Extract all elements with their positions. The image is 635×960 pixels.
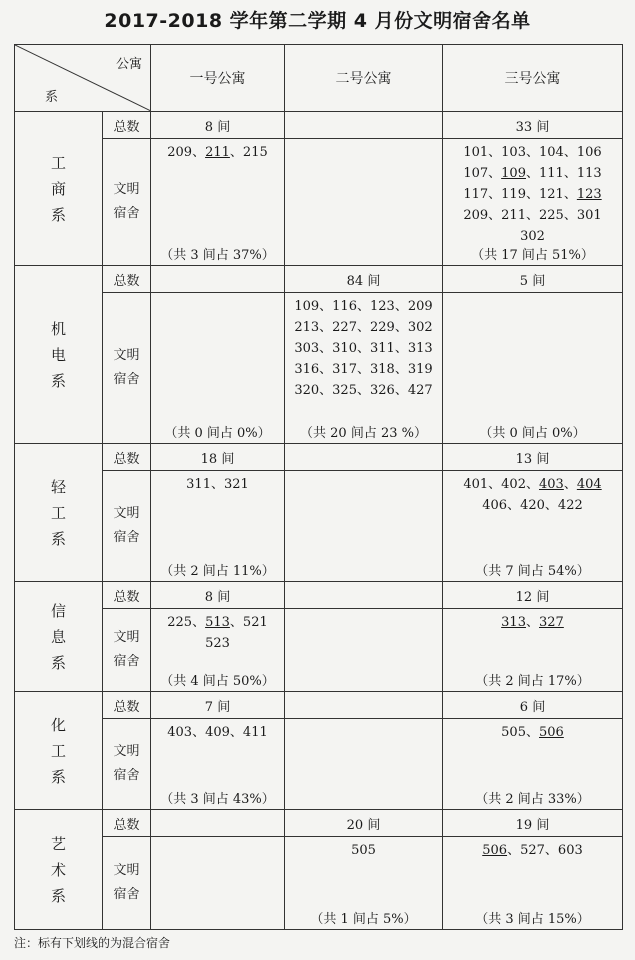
civil-dorm-label xyxy=(103,609,151,692)
civil-dorm-cell-apartment-3 xyxy=(443,719,623,810)
civil-dorm-cell-apartment-1 xyxy=(151,609,285,692)
total-label: 总数 xyxy=(103,582,151,609)
mixed-room-number: 403 xyxy=(539,477,564,492)
separator: 、 xyxy=(563,145,577,160)
separator: 、 xyxy=(563,166,577,181)
room-number: 117 xyxy=(463,187,489,202)
total-value-apartment-2 xyxy=(285,112,443,139)
separator: 、 xyxy=(356,299,370,314)
room-number: 420 xyxy=(520,498,545,513)
total-row xyxy=(15,692,623,719)
summary-text: （共 20 间占 23 %） xyxy=(300,426,427,441)
room-number: 225 xyxy=(167,615,193,630)
civil-dorm-label-line2: 宿舍 xyxy=(113,887,140,902)
department-name-char: 系 xyxy=(50,529,66,548)
total-value-apartment-1: 8 间 xyxy=(151,582,285,609)
separator: 、 xyxy=(319,320,333,335)
corner-cell xyxy=(15,45,151,112)
summary-text: （共 7 间占 54%） xyxy=(475,564,590,579)
mixed-room-number: 513 xyxy=(205,615,230,630)
summary-text: （共 4 间占 50%） xyxy=(160,674,275,689)
room-number: 527 xyxy=(520,843,545,858)
total-value-apartment-2 xyxy=(285,692,443,719)
room-list xyxy=(151,609,284,654)
department-name-char: 系 xyxy=(50,767,66,786)
room-list xyxy=(285,609,442,612)
room-number: 320 xyxy=(294,383,320,398)
summary-text: （共 17 间占 51%） xyxy=(471,248,594,263)
civil-dorm-cell-apartment-3 xyxy=(443,139,623,266)
room-number: 403 xyxy=(167,725,193,740)
total-value-apartment-1: 7 间 xyxy=(151,692,285,719)
total-label: 总数 xyxy=(103,692,151,719)
department-name-char: 机 xyxy=(50,319,66,338)
civil-dorm-row xyxy=(15,719,623,810)
civil-dorm-label-line1: 文明 xyxy=(113,348,140,363)
mixed-room-number: 211 xyxy=(205,145,230,160)
separator: 、 xyxy=(319,362,333,377)
separator: 、 xyxy=(229,615,243,630)
summary-text: （共 2 间占 17%） xyxy=(475,674,590,689)
civil-dorm-row xyxy=(15,293,623,444)
separator: 、 xyxy=(488,208,502,223)
mixed-room-number: 506 xyxy=(482,843,508,858)
room-list xyxy=(285,293,442,401)
room-number: 316 xyxy=(294,362,320,377)
room-number: 106 xyxy=(576,145,602,160)
separator: 、 xyxy=(488,145,502,160)
civil-dorm-label-line2: 宿舍 xyxy=(113,768,140,783)
department-name-char: 系 xyxy=(50,886,66,905)
room-number: 411 xyxy=(242,725,268,740)
room-list xyxy=(285,471,442,474)
summary-text: （共 3 间占 37%） xyxy=(160,248,275,263)
mixed-room-number: 327 xyxy=(539,615,564,630)
room-line xyxy=(155,474,280,495)
civil-dorm-label xyxy=(103,719,151,810)
civil-dorm-cell-apartment-2 xyxy=(285,719,443,810)
room-number: 505 xyxy=(501,725,526,740)
civil-dorm-label xyxy=(103,471,151,582)
mixed-room-number: 109 xyxy=(501,166,526,181)
separator: 、 xyxy=(525,187,539,202)
department-name-char: 化 xyxy=(50,715,66,734)
room-number: 523 xyxy=(205,636,230,651)
separator: 、 xyxy=(356,362,370,377)
room-list xyxy=(151,837,284,840)
room-line xyxy=(447,722,618,743)
room-list xyxy=(151,293,284,296)
page-title: 2017-2018 学年第二学期 4 月份文明宿舍名单 xyxy=(104,10,531,32)
separator: 、 xyxy=(544,498,558,513)
room-number: 402 xyxy=(501,477,526,492)
room-number: 123 xyxy=(370,299,395,314)
room-number: 325 xyxy=(332,383,357,398)
separator: 、 xyxy=(563,208,577,223)
total-row xyxy=(15,266,623,293)
civil-dorm-label-line1: 文明 xyxy=(113,744,140,759)
civil-dorm-cell-apartment-3 xyxy=(443,293,623,444)
room-number: 302 xyxy=(407,320,433,335)
room-number: 406 xyxy=(482,498,508,513)
separator: 、 xyxy=(210,477,224,492)
room-list xyxy=(443,609,622,633)
separator: 、 xyxy=(356,320,370,335)
civil-dorm-label-line1: 文明 xyxy=(113,863,140,878)
summary-text: （共 2 间占 11%） xyxy=(160,564,275,579)
separator: 、 xyxy=(356,341,370,356)
separator: 、 xyxy=(525,725,539,740)
civil-dorm-label xyxy=(103,139,151,266)
room-number: 301 xyxy=(576,208,602,223)
separator: 、 xyxy=(319,383,333,398)
summary-text: （共 3 间占 15%） xyxy=(475,912,590,927)
separator: 、 xyxy=(394,299,408,314)
total-label: 总数 xyxy=(103,112,151,139)
total-label: 总数 xyxy=(103,810,151,837)
civil-dorm-cell-apartment-3 xyxy=(443,471,623,582)
civil-dorm-label-line2: 宿舍 xyxy=(113,372,140,387)
total-row xyxy=(15,444,623,471)
separator: 、 xyxy=(488,166,502,181)
mixed-room-number: 313 xyxy=(501,615,526,630)
total-value-apartment-3: 13 间 xyxy=(443,444,623,471)
department-name-char: 工 xyxy=(50,503,66,522)
separator: 、 xyxy=(319,341,333,356)
room-number: 104 xyxy=(539,145,564,160)
department-name-char: 系 xyxy=(50,205,66,224)
department-name-char: 信 xyxy=(50,601,66,620)
room-line xyxy=(447,495,618,516)
room-line xyxy=(447,474,618,495)
room-line xyxy=(289,317,438,338)
total-value-apartment-2 xyxy=(285,582,443,609)
department-name-char: 电 xyxy=(50,345,66,364)
civil-dorm-cell-apartment-2 xyxy=(285,837,443,930)
department-name-cell xyxy=(15,810,103,930)
civil-dorm-label-line1: 文明 xyxy=(113,506,140,521)
civil-dorm-label-line1: 文明 xyxy=(113,630,140,645)
separator: 、 xyxy=(394,362,408,377)
separator: 、 xyxy=(507,498,521,513)
room-list xyxy=(285,837,442,861)
room-number: 107 xyxy=(463,166,489,181)
corner-label-department: 系 xyxy=(45,90,59,105)
room-number: 211 xyxy=(501,208,526,223)
room-number: 505 xyxy=(351,843,376,858)
room-number: 310 xyxy=(332,341,357,356)
room-list xyxy=(443,471,622,516)
separator: 、 xyxy=(488,187,502,202)
total-value-apartment-3: 6 间 xyxy=(443,692,623,719)
total-label: 总数 xyxy=(103,266,151,293)
department-name-char: 艺 xyxy=(50,834,66,853)
separator: 、 xyxy=(507,843,521,858)
total-value-apartment-1 xyxy=(151,810,285,837)
department-name-char: 系 xyxy=(50,371,66,390)
total-value-apartment-3: 33 间 xyxy=(443,112,623,139)
room-number: 121 xyxy=(539,187,564,202)
separator: 、 xyxy=(525,477,539,492)
room-number: 209 xyxy=(463,208,489,223)
separator: 、 xyxy=(525,615,539,630)
total-label: 总数 xyxy=(103,444,151,471)
room-list xyxy=(151,139,284,163)
room-number: 321 xyxy=(224,477,249,492)
total-value-apartment-1 xyxy=(151,266,285,293)
room-line xyxy=(289,380,438,401)
room-line xyxy=(447,142,618,163)
separator: 、 xyxy=(229,145,243,160)
separator: 、 xyxy=(394,320,408,335)
separator: 、 xyxy=(319,299,333,314)
total-value-apartment-1: 8 间 xyxy=(151,112,285,139)
room-line xyxy=(155,142,280,163)
room-number: 427 xyxy=(407,383,433,398)
room-line xyxy=(289,840,438,861)
corner-label-apartment: 公寓 xyxy=(115,57,142,72)
mixed-room-number: 123 xyxy=(576,187,602,202)
total-row xyxy=(15,810,623,837)
room-number: 213 xyxy=(294,320,320,335)
separator: 、 xyxy=(525,145,539,160)
civil-dorm-cell-apartment-3 xyxy=(443,837,623,930)
room-number: 119 xyxy=(501,187,526,202)
civil-dorm-cell-apartment-1 xyxy=(151,837,285,930)
room-list xyxy=(443,719,622,743)
room-number: 302 xyxy=(520,229,545,244)
civil-dorm-label-line2: 宿舍 xyxy=(113,654,140,669)
total-row xyxy=(15,112,623,139)
department-name-cell xyxy=(15,444,103,582)
civil-dorm-cell-apartment-2 xyxy=(285,139,443,266)
room-number: 109 xyxy=(294,299,320,314)
civil-dorm-cell-apartment-2 xyxy=(285,471,443,582)
room-number: 111 xyxy=(539,166,564,181)
room-number: 101 xyxy=(463,145,489,160)
total-value-apartment-1: 18 间 xyxy=(151,444,285,471)
civil-dorm-label-line2: 宿舍 xyxy=(113,206,140,221)
civil-dorm-cell-apartment-1 xyxy=(151,293,285,444)
dormitory-table xyxy=(14,44,623,930)
separator: 、 xyxy=(488,477,502,492)
room-number: 521 xyxy=(242,615,268,630)
room-line xyxy=(447,840,618,861)
summary-text: （共 0 间占 0%） xyxy=(479,426,586,441)
room-list xyxy=(443,837,622,861)
room-line xyxy=(289,296,438,317)
room-line xyxy=(447,612,618,633)
room-number: 318 xyxy=(370,362,395,377)
separator: 、 xyxy=(525,166,539,181)
summary-text: （共 2 间占 33%） xyxy=(475,792,590,807)
civil-dorm-cell-apartment-2 xyxy=(285,293,443,444)
room-number: 227 xyxy=(332,320,357,335)
civil-dorm-label xyxy=(103,837,151,930)
room-line xyxy=(447,205,618,226)
separator: 、 xyxy=(525,208,539,223)
room-line xyxy=(155,612,280,633)
room-number: 313 xyxy=(407,341,433,356)
summary-text: （共 1 间占 5%） xyxy=(310,912,417,927)
footnote: 注：标有下划线的为混合宿舍 xyxy=(14,936,171,950)
room-number: 422 xyxy=(557,498,583,513)
mixed-room-number: 404 xyxy=(576,477,602,492)
separator: 、 xyxy=(563,187,577,202)
separator: 、 xyxy=(356,383,370,398)
civil-dorm-row xyxy=(15,471,623,582)
separator: 、 xyxy=(192,725,206,740)
department-name-cell xyxy=(15,692,103,810)
room-number: 303 xyxy=(294,341,320,356)
civil-dorm-cell-apartment-2 xyxy=(285,609,443,692)
department-name-char: 商 xyxy=(50,179,66,198)
separator: 、 xyxy=(394,341,408,356)
civil-dorm-cell-apartment-1 xyxy=(151,139,285,266)
room-number: 209 xyxy=(407,299,433,314)
header-row xyxy=(15,45,623,112)
room-list xyxy=(151,471,284,495)
room-number: 229 xyxy=(370,320,395,335)
separator: 、 xyxy=(192,615,206,630)
room-number: 319 xyxy=(407,362,433,377)
summary-text: （共 0 间占 0%） xyxy=(164,426,271,441)
room-line xyxy=(289,338,438,359)
total-value-apartment-2 xyxy=(285,444,443,471)
room-number: 311 xyxy=(370,341,395,356)
room-number: 215 xyxy=(242,145,268,160)
room-number: 603 xyxy=(557,843,583,858)
department-name-char: 工 xyxy=(50,741,66,760)
civil-dorm-label-line1: 文明 xyxy=(113,182,140,197)
total-row xyxy=(15,582,623,609)
room-line xyxy=(155,633,280,654)
civil-dorm-label xyxy=(103,293,151,444)
separator: 、 xyxy=(229,725,243,740)
room-number: 326 xyxy=(370,383,395,398)
civil-dorm-row xyxy=(15,837,623,930)
room-line xyxy=(155,722,280,743)
summary-text: （共 3 间占 43%） xyxy=(160,792,275,807)
room-number: 401 xyxy=(463,477,489,492)
department-name-char: 工 xyxy=(50,153,66,172)
department-name-cell xyxy=(15,582,103,692)
room-line xyxy=(447,163,618,184)
room-number: 409 xyxy=(205,725,230,740)
separator: 、 xyxy=(394,383,408,398)
apartment-header-3: 三号公寓 xyxy=(443,45,623,112)
apartment-header-1: 一号公寓 xyxy=(151,45,285,112)
room-number: 116 xyxy=(332,299,357,314)
department-name-char: 轻 xyxy=(50,477,66,496)
civil-dorm-cell-apartment-1 xyxy=(151,719,285,810)
room-list xyxy=(285,719,442,722)
mixed-room-number: 506 xyxy=(539,725,564,740)
room-number: 113 xyxy=(576,166,602,181)
department-name-char: 术 xyxy=(50,860,66,879)
room-line xyxy=(289,359,438,380)
room-number: 209 xyxy=(167,145,193,160)
total-value-apartment-3: 12 间 xyxy=(443,582,623,609)
separator: 、 xyxy=(563,477,577,492)
total-value-apartment-2: 20 间 xyxy=(285,810,443,837)
separator: 、 xyxy=(192,145,206,160)
room-list xyxy=(443,139,622,247)
department-name-cell xyxy=(15,266,103,444)
apartment-header-2: 二号公寓 xyxy=(285,45,443,112)
department-name-char: 息 xyxy=(50,627,66,646)
total-value-apartment-3: 19 间 xyxy=(443,810,623,837)
room-number: 225 xyxy=(539,208,564,223)
separator: 、 xyxy=(544,843,558,858)
room-number: 317 xyxy=(332,362,357,377)
total-value-apartment-2: 84 间 xyxy=(285,266,443,293)
civil-dorm-row xyxy=(15,139,623,266)
room-line xyxy=(447,184,618,205)
room-list xyxy=(285,139,442,142)
total-value-apartment-3: 5 间 xyxy=(443,266,623,293)
civil-dorm-cell-apartment-3 xyxy=(443,609,623,692)
civil-dorm-cell-apartment-1 xyxy=(151,471,285,582)
civil-dorm-row xyxy=(15,609,623,692)
room-list xyxy=(443,293,622,296)
civil-dorm-label-line2: 宿舍 xyxy=(113,530,140,545)
department-name-cell xyxy=(15,112,103,266)
department-name-char: 系 xyxy=(50,653,66,672)
room-list xyxy=(151,719,284,743)
room-number: 311 xyxy=(186,477,211,492)
room-number: 103 xyxy=(501,145,526,160)
